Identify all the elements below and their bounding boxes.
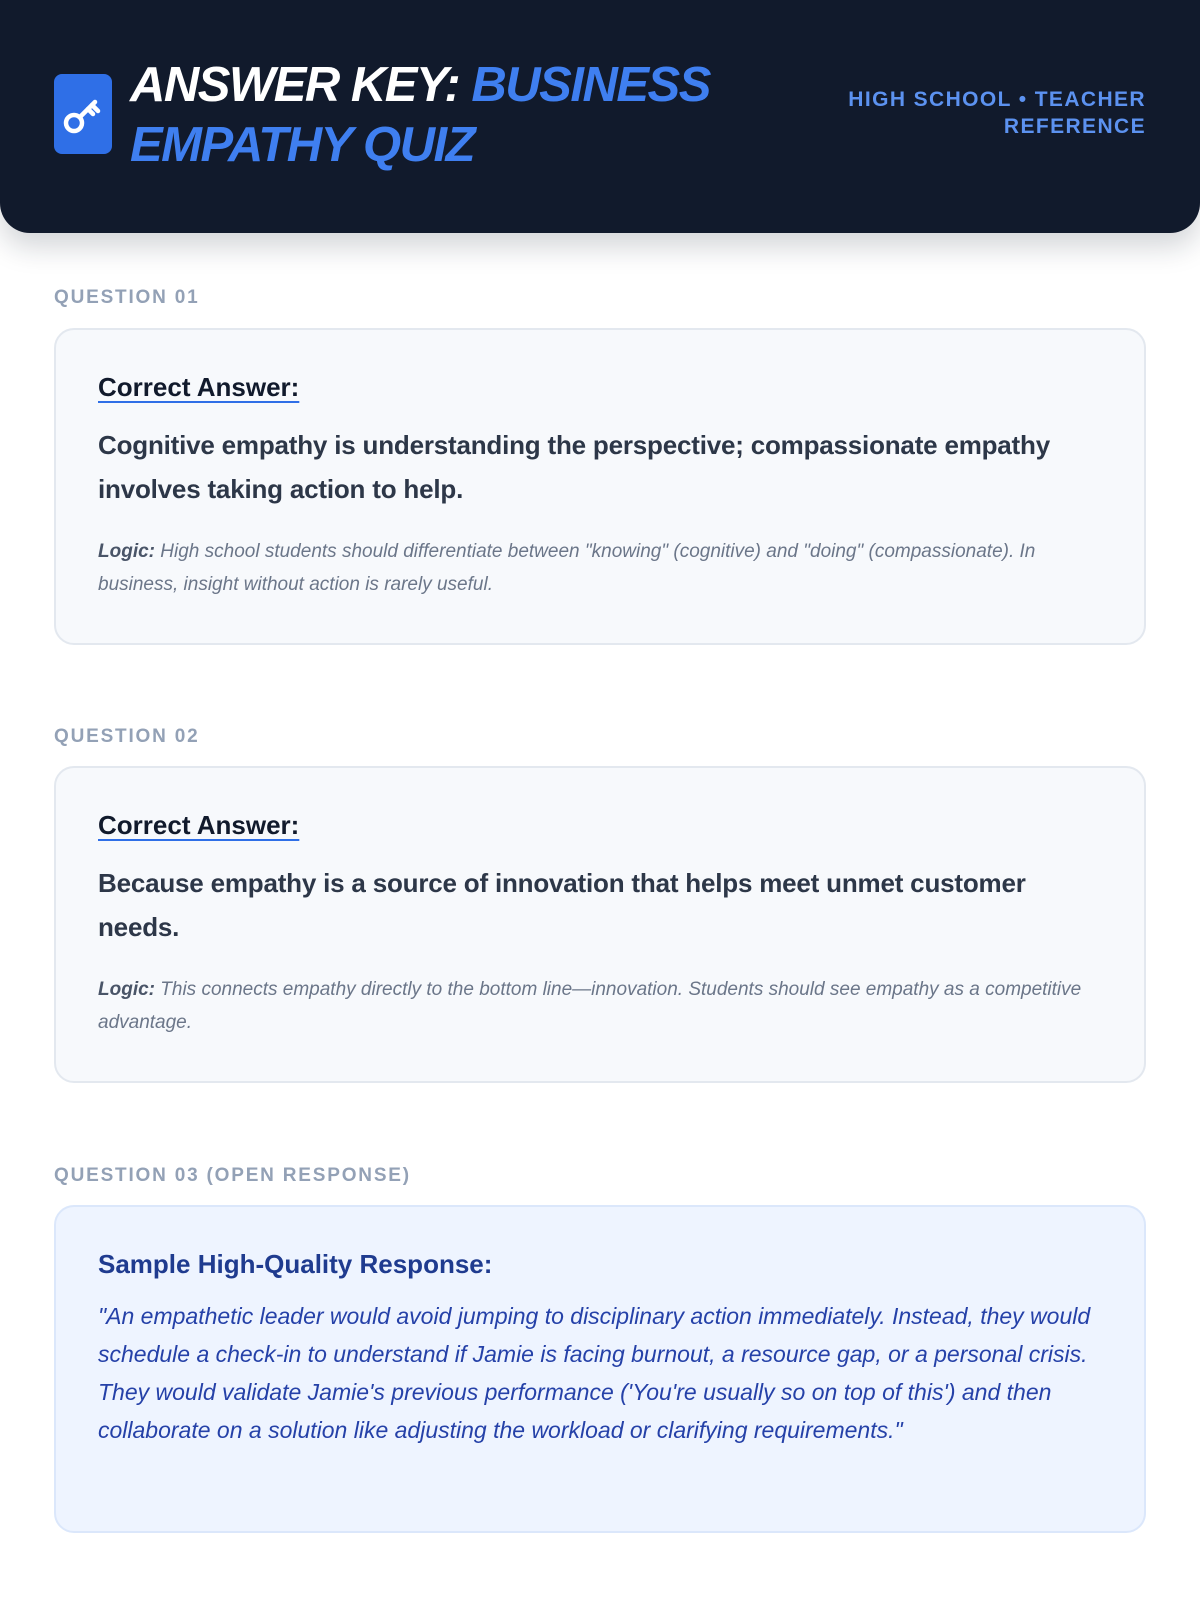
sample-response-card (54, 1205, 1146, 1533)
page-header (0, 0, 1200, 233)
logic-note (98, 973, 1102, 1039)
correct-answer: Because empathy is a source of innovation that helps meet unmet customer needs. (98, 868, 1026, 942)
sample-response-text: "An empathetic leader would avoid jumping to disciplinary action immediately. Instead, they would schedule a check-in to understand if Jamie is facing burnout, a resource gap, or a personal crisis. They would validate Jamie's previous performance ('You're usually so on top of this') and then collaborate on a solution like adjusting the workload or clarifying requirements." (98, 1303, 1091, 1443)
logic-label: Logic: (98, 541, 155, 562)
logic-note (98, 535, 1102, 601)
sample-heading: Sample High-Quality Response: (98, 1249, 493, 1279)
question-label: QUESTION 03 (OPEN RESPONSE) (54, 1165, 411, 1186)
key-icon (54, 74, 112, 154)
answer-heading: Correct Answer: (98, 372, 300, 402)
answer-heading: Correct Answer: (98, 810, 300, 840)
logic-text: High school students should differentiate between "knowing" (cognitive) and "doing" (compassionate). In business, insight without action is rarely useful. (98, 541, 1036, 595)
question-label: QUESTION 02 (54, 726, 200, 747)
logic-text: This connects empathy directly to the bottom line—innovation. Students should see empathy as a competitive advantage. (98, 979, 1082, 1033)
logic-label: Logic: (98, 979, 155, 1000)
title-accent: BUSINESS EMPATHY QUIZ (130, 58, 710, 172)
correct-answer: Cognitive empathy is understanding the perspective; compassionate empathy involves taking action to help. (98, 430, 1050, 504)
question-label: QUESTION 01 (54, 287, 200, 308)
answer-card (54, 766, 1146, 1083)
page-title (130, 55, 770, 175)
audience-label: HIGH SCHOOL • TEACHER REFERENCE (848, 88, 1146, 138)
title-prefix: ANSWER KEY: (130, 58, 472, 112)
answer-card (54, 328, 1146, 645)
